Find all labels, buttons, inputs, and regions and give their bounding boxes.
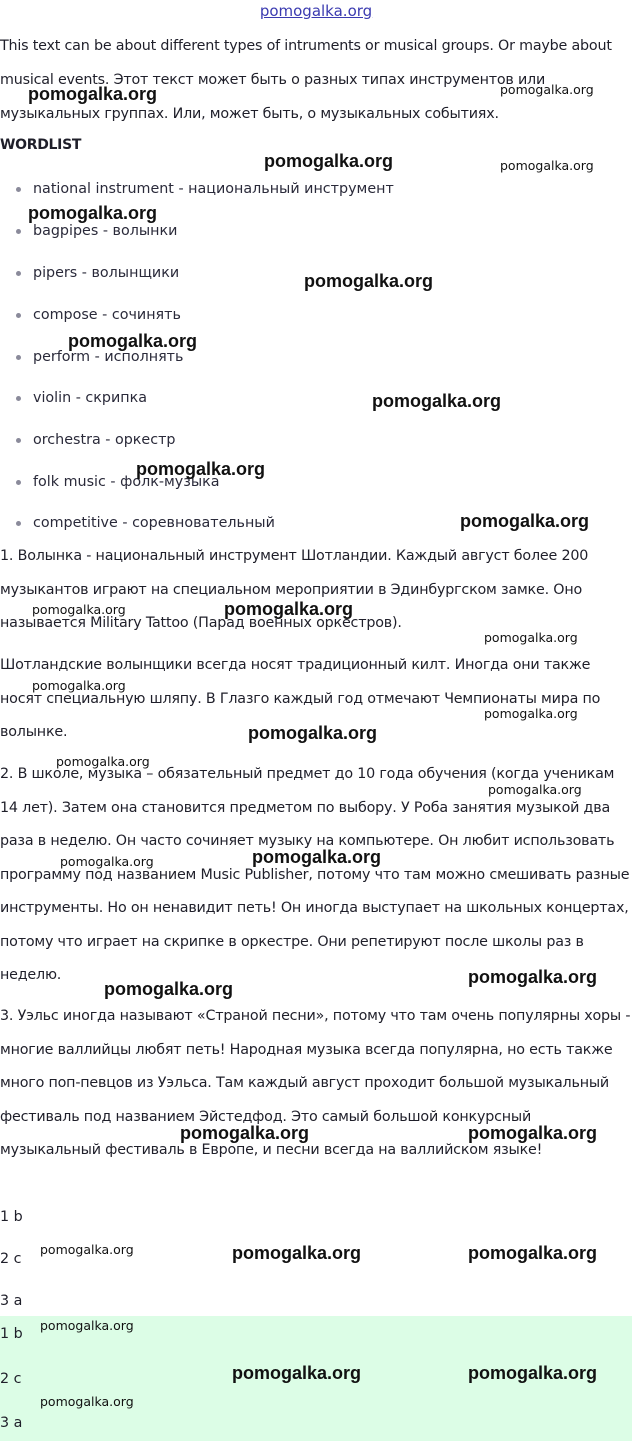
watermark: pomogalka.org	[40, 1318, 134, 1333]
answer-item: 3 a	[0, 1293, 23, 1309]
watermark: pomogalka.org	[488, 782, 582, 797]
watermark: pomogalka.org	[372, 391, 502, 411]
watermark: pomogalka.org	[136, 459, 266, 479]
watermark: pomogalka.org	[28, 203, 158, 223]
bullet-icon	[16, 355, 21, 360]
watermark: pomogalka.org	[468, 967, 598, 987]
watermark: pomogalka.org	[468, 1243, 598, 1263]
bullet-icon	[16, 396, 21, 401]
bullet-icon	[16, 521, 21, 526]
site-link[interactable]: pomogalka.org	[259, 2, 373, 20]
wordlist-heading: WORDLIST	[0, 137, 82, 153]
watermark: pomogalka.org	[232, 1363, 362, 1383]
bullet-icon	[16, 229, 21, 234]
bullet-icon	[16, 438, 21, 443]
bullet-icon	[16, 187, 21, 192]
wordlist-item: violin - скрипка	[0, 388, 147, 408]
watermark: pomogalka.org	[28, 84, 158, 104]
intro-text: This text can be about different types of intruments or musical groups. Or maybe about musical events. Этот текст может быть о разных типах инструментов или музыкальных группах. Или, может быть, о музыкальных событиях.	[0, 38, 612, 122]
wordlist-item: national instrument - национальный инструмент	[0, 179, 394, 199]
answer-item: 1 b	[0, 1209, 23, 1225]
bullet-icon	[16, 313, 21, 318]
watermark: pomogalka.org	[40, 1394, 134, 1409]
paragraph-3: 3. Уэльс иногда называют «Страной песни», потому что там очень популярны хоры - многие валлийцы любят петь! Народная музыка всегда популярна, но есть также много поп-певцов из Уэльса. Там каждый август проходит большой музыкальный фестиваль под названием Эйстедфод. Это самый большой конкурсный музыкальный фестиваль в Европе, и песни всегда на валлийском языке!	[0, 1008, 631, 1158]
answer-item: 2 c	[0, 1251, 22, 1267]
wordlist-item: compose - сочинять	[0, 305, 181, 325]
watermark: pomogalka.org	[468, 1123, 598, 1143]
wordlist-item: bagpipes - волынки	[0, 221, 177, 241]
watermark: pomogalka.org	[104, 979, 234, 999]
bullet-icon	[16, 480, 21, 485]
paragraph-1b: Шотландские волынщики всегда носят традиционный килт. Иногда они также носят специальную шляпу. В Глазго каждый год отмечают Чемпионаты мира по волынке.	[0, 657, 601, 740]
bullet-icon	[16, 271, 21, 276]
answer-item: 3 a	[0, 1415, 23, 1431]
watermark: pomogalka.org	[60, 854, 154, 869]
watermark: pomogalka.org	[248, 723, 378, 743]
watermark: pomogalka.org	[484, 706, 578, 721]
wordlist-item: orchestra - оркестр	[0, 430, 176, 450]
watermark: pomogalka.org	[500, 158, 594, 173]
watermark: pomogalka.org	[252, 847, 382, 867]
wordlist-item: folk music - фолк-музыка	[0, 472, 220, 492]
wordlist-item: perform - исполнять	[0, 347, 183, 367]
watermark: pomogalka.org	[224, 599, 354, 619]
wordlist-item: competitive - соревновательный	[0, 513, 275, 533]
wordlist-item: pipers - волынщики	[0, 263, 179, 283]
watermark: pomogalka.org	[180, 1123, 310, 1143]
watermark: pomogalka.org	[264, 151, 394, 171]
watermark: pomogalka.org	[68, 331, 198, 351]
answer-item: 2 c	[0, 1371, 22, 1387]
watermark: pomogalka.org	[32, 602, 126, 617]
watermark: pomogalka.org	[304, 271, 434, 291]
watermark: pomogalka.org	[500, 82, 594, 97]
watermark: pomogalka.org	[460, 511, 590, 531]
watermark: pomogalka.org	[40, 1242, 134, 1257]
watermark: pomogalka.org	[232, 1243, 362, 1263]
watermark: pomogalka.org	[56, 754, 150, 769]
answer-item: 1 b	[0, 1326, 23, 1342]
paragraph-2: 2. В школе, музыка – обязательный предмет до 10 года обучения (когда ученикам 14 лет). Затем она становится предметом по выбору. У Роба занятия музыкой два раза в неделю. Он часто сочиняет музыку на компьютере. Он любит использовать программу под названием Music Publisher, потому что там можно смешивать разные инструменты. Но он ненавидит петь! Он иногда выступает на школьных концертах, потому что играет на скрипке в оркестре. Они репетируют после школы раз в неделю.	[0, 766, 630, 983]
watermark: pomogalka.org	[468, 1363, 598, 1383]
watermark: pomogalka.org	[484, 630, 578, 645]
paragraph-1: 1. Волынка - национальный инструмент Шотландии. Каждый август более 200 музыкантов играют на специальном мероприятии в Эдинбургском замке. Оно называется Military Tattoo (Парад военных оркестров).	[0, 548, 589, 631]
watermark: pomogalka.org	[32, 678, 126, 693]
